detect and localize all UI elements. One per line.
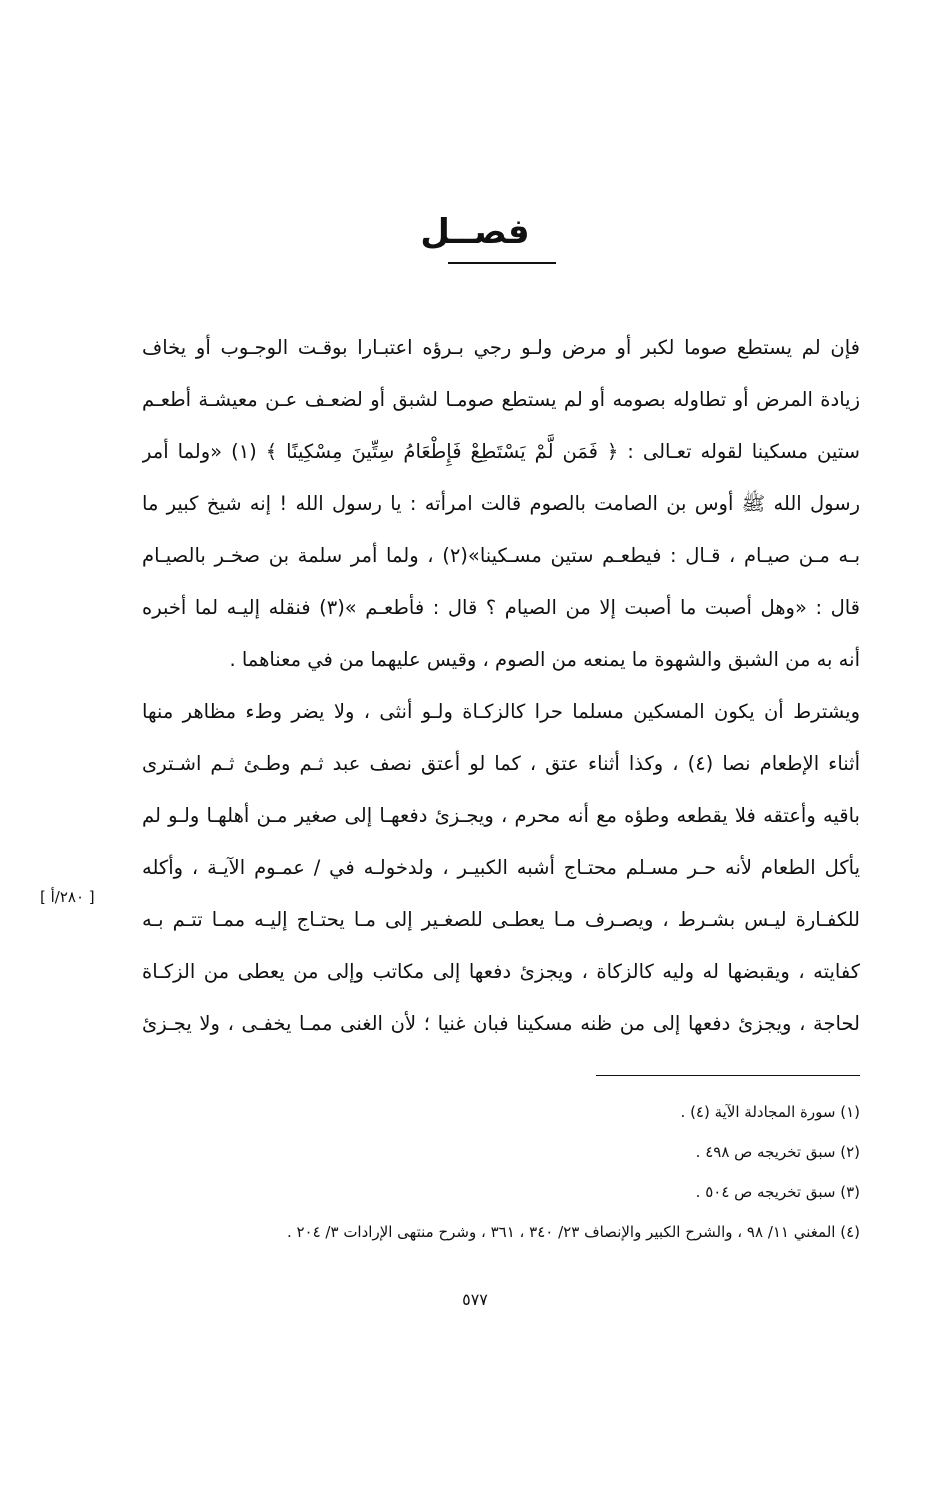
footnote-item: (٢) سبق تخريجه ص ٤٩٨ . [695, 1143, 860, 1161]
text-line: كفايته ، ويقبضها له وليه كالزكاة ، ويجزئ دفعها إلى مكاتب وإلى من يعطى من الزكـاة [142, 960, 860, 983]
text-line: قال : «وهل أصبت ما أصبت إلا من الصيام ؟ قال : فأطعـم »(٣) فنقله إليـه لما أخبره [142, 596, 860, 619]
manuscript-folio-marker: [ ٢٨٠/أ ] [40, 888, 95, 906]
footnotes [142, 1092, 860, 1252]
text-line: ويشترط أن يكون المسكين مسلما حرا كالزكـاة ولـو أنثى ، ولا يضر وطء مظاهر منها [142, 700, 860, 723]
section-heading: فصــل [420, 212, 530, 252]
page-number: ٥٧٧ [462, 1290, 488, 1309]
text-line: رسول الله ﷺ أوس بن الصامت بالصوم قالت امرأته : يا رسول الله ! إنه شيخ كبير ما [142, 492, 860, 515]
text-line: باقيه وأعتقه فلا يقطعه وطؤه مع أنه محرم ، ويجـزئ دفعهـا إلى صغير مـن أهلهـا ولـو لم [142, 804, 860, 827]
text-line: لحاجة ، ويجزئ دفعها إلى من ظنه مسكينا فبان غنيا ؛ لأن الغنى ممـا يخفـى ، ولا يجـزئ [142, 1012, 860, 1035]
footnote-item: (٤) المغني ١١/ ٩٨ ، والشرح الكبير والإنصاف ٢٣/ ٣٤٠ ، ٣٦١ ، وشرح منتهى الإرادات ٣/ ٢٠٤ . [286, 1223, 860, 1241]
text-line: يأكل الطعام لأنه حـر مسـلم محتـاج أشبه الكبيـر ، ولدخولـه في / عمـوم الآيـة ، وأكله [142, 856, 860, 879]
text-line: أثناء الإطعام نصا (٤) ، وكذا أثناء عتق ، كما لو أعتق نصف عبد ثـم وطـئ ثـم اشـترى [142, 752, 860, 775]
main-text [142, 322, 860, 1050]
footnote-separator [596, 1075, 860, 1076]
text-line: للكفـارة ليـس بشـرط ، ويصـرف مـا يعطـى للصغـير إلى مـا يحتـاج إليـه ممـا تتـم بـه [142, 908, 860, 931]
text-line: ستين مسكينا لقوله تعـالى : ﴿ فَمَن لَّمْ يَسْتَطِعْ فَإِطْعَامُ سِتِّينَ مِسْكِينًا ﴾ (١) «ولما أمر [142, 440, 860, 463]
footnote-item: (٣) سبق تخريجه ص ٥٠٤ . [695, 1183, 860, 1201]
text-line: فإن لم يستطع صوما لكبر أو مرض ولـو رجي بـرؤه اعتبـارا بوقـت الوجـوب أو يخاف [142, 336, 860, 359]
text-line: زيادة المرض أو تطاوله بصومه أو لم يستطع صومـا لشبق أو لضعـف عـن معيشـة أطعـم [142, 388, 860, 411]
footnote-item: (١) سورة المجادلة الآية (٤) . [680, 1103, 860, 1121]
heading-underline [448, 262, 556, 264]
text-line: بـه مـن صيـام ، قـال : فيطعـم ستين مسـكينا»(٢) ، ولما أمر سلمة بن صخـر بالصيـام [142, 544, 860, 567]
text-line: أنه به من الشبق والشهوة ما يمنعه من الصوم ، وقيس عليهما من في معناهما . [229, 648, 860, 671]
